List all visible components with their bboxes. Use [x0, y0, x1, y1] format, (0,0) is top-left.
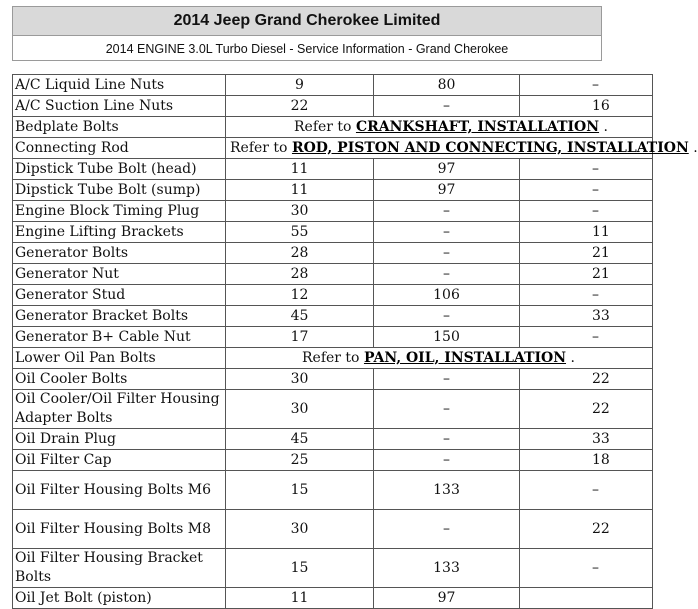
- torque-in-lbs-cell: –: [374, 96, 520, 117]
- torque-nm-cell: 30: [226, 369, 374, 390]
- table-row: [13, 117, 653, 138]
- torque-in-lbs-cell: 80: [374, 75, 520, 96]
- reference-suffix: .: [599, 118, 608, 135]
- torque-ft-lbs-cell: 21: [520, 264, 653, 285]
- table-row: [13, 549, 653, 588]
- component-name-cell: Generator B+ Cable Nut: [13, 327, 226, 348]
- torque-ft-lbs-cell: 22: [520, 510, 653, 549]
- torque-ft-lbs-cell: 33: [520, 429, 653, 450]
- torque-in-lbs-cell: –: [374, 369, 520, 390]
- torque-nm-cell: 12: [226, 285, 374, 306]
- table-row: [13, 222, 653, 243]
- table-row: [13, 429, 653, 450]
- torque-ft-lbs-cell: 21: [520, 243, 653, 264]
- component-name-cell: A/C Liquid Line Nuts: [13, 75, 226, 96]
- torque-nm-cell: 28: [226, 264, 374, 285]
- component-name-cell: A/C Suction Line Nuts: [13, 96, 226, 117]
- page-title: 2014 Jeep Grand Cherokee Limited: [13, 7, 601, 36]
- torque-in-lbs-cell: –: [374, 390, 520, 429]
- component-name-cell: Generator Stud: [13, 285, 226, 306]
- torque-ft-lbs-cell: –: [520, 327, 653, 348]
- reference-prefix: Refer to: [230, 139, 292, 156]
- table-row: [13, 159, 653, 180]
- torque-nm-cell: 15: [226, 471, 374, 510]
- torque-ft-lbs-cell: 33: [520, 306, 653, 327]
- table-row: [13, 96, 653, 117]
- torque-nm-cell: 11: [226, 159, 374, 180]
- torque-nm-cell: 11: [226, 180, 374, 201]
- component-name-cell: Oil Filter Housing Bolts M8: [13, 510, 226, 549]
- torque-ft-lbs-cell: 11: [520, 222, 653, 243]
- torque-nm-cell: 45: [226, 429, 374, 450]
- torque-in-lbs-cell: 133: [374, 471, 520, 510]
- component-name-cell: Engine Block Timing Plug: [13, 201, 226, 222]
- reference-prefix: Refer to: [302, 349, 364, 366]
- table-row: [13, 390, 653, 429]
- component-name-cell: Oil Filter Cap: [13, 450, 226, 471]
- torque-spec-table: [12, 74, 698, 609]
- torque-in-lbs-cell: 133: [374, 549, 520, 588]
- reference-cell: [226, 117, 653, 138]
- torque-ft-lbs-cell: 18: [520, 450, 653, 471]
- torque-nm-cell: 55: [226, 222, 374, 243]
- torque-ft-lbs-cell: 22: [520, 390, 653, 429]
- table-row: [13, 306, 653, 327]
- page-subtitle: 2014 ENGINE 3.0L Turbo Diesel - Service Information - Grand Cherokee: [105, 42, 509, 56]
- torque-ft-lbs-cell: –: [520, 159, 653, 180]
- torque-in-lbs-cell: –: [374, 450, 520, 471]
- document-header: [12, 6, 602, 61]
- torque-nm-cell: 30: [226, 390, 374, 429]
- component-name-cell: Oil Cooler Bolts: [13, 369, 226, 390]
- torque-ft-lbs-cell: –: [520, 201, 653, 222]
- component-name-cell: Oil Drain Plug: [13, 429, 226, 450]
- torque-in-lbs-cell: –: [374, 429, 520, 450]
- table-row: [13, 327, 653, 348]
- torque-in-lbs-cell: –: [374, 510, 520, 549]
- component-name-cell: Bedplate Bolts: [13, 117, 226, 138]
- reference-link[interactable]: ROD, PISTON AND CONNECTING, INSTALLATION: [291, 139, 689, 156]
- torque-nm-cell: 17: [226, 327, 374, 348]
- torque-nm-cell: 25: [226, 450, 374, 471]
- reference-link[interactable]: CRANKSHAFT, INSTALLATION: [355, 118, 600, 135]
- component-name-cell: Dipstick Tube Bolt (head): [13, 159, 226, 180]
- torque-in-lbs-cell: –: [374, 243, 520, 264]
- table-row: [13, 450, 653, 471]
- component-name-cell: Lower Oil Pan Bolts: [13, 348, 226, 369]
- torque-ft-lbs-cell: 22: [520, 369, 653, 390]
- reference-suffix: .: [688, 139, 698, 156]
- torque-in-lbs-cell: –: [374, 201, 520, 222]
- torque-in-lbs-cell: 97: [374, 180, 520, 201]
- table-row: [13, 348, 653, 369]
- table-row: [13, 510, 653, 549]
- reference-prefix: Refer to: [294, 118, 356, 135]
- table-row: [13, 264, 653, 285]
- torque-in-lbs-cell: 150: [374, 327, 520, 348]
- table-row: [13, 180, 653, 201]
- torque-nm-cell: 30: [226, 510, 374, 549]
- torque-nm-cell: 45: [226, 306, 374, 327]
- torque-in-lbs-cell: 97: [374, 159, 520, 180]
- torque-in-lbs-cell: 97: [374, 588, 520, 609]
- table-row: [13, 471, 653, 510]
- torque-nm-cell: 22: [226, 96, 374, 117]
- reference-link[interactable]: PAN, OIL, INSTALLATION: [363, 349, 567, 366]
- torque-nm-cell: 28: [226, 243, 374, 264]
- torque-ft-lbs-cell: [520, 588, 653, 609]
- component-name-cell: Generator Nut: [13, 264, 226, 285]
- torque-ft-lbs-cell: –: [520, 180, 653, 201]
- torque-ft-lbs-cell: –: [520, 549, 653, 588]
- component-name-cell: Oil Filter Housing Bolts M6: [13, 471, 226, 510]
- component-name-cell: Dipstick Tube Bolt (sump): [13, 180, 226, 201]
- component-name-cell: Oil Cooler/Oil Filter Housing Adapter Bolts: [13, 390, 226, 429]
- component-name-cell: Oil Jet Bolt (piston): [13, 588, 226, 609]
- torque-nm-cell: 11: [226, 588, 374, 609]
- torque-ft-lbs-cell: –: [520, 285, 653, 306]
- torque-in-lbs-cell: –: [374, 306, 520, 327]
- table-row: [13, 243, 653, 264]
- torque-in-lbs-cell: 106: [374, 285, 520, 306]
- torque-ft-lbs-cell: 16: [520, 96, 653, 117]
- table-row: [13, 138, 653, 159]
- component-name-cell: Connecting Rod: [13, 138, 226, 159]
- table-row: [13, 369, 653, 390]
- torque-ft-lbs-cell: –: [520, 75, 653, 96]
- reference-cell: [226, 348, 653, 369]
- table-row: [13, 201, 653, 222]
- table-row: [13, 75, 653, 96]
- torque-nm-cell: 15: [226, 549, 374, 588]
- component-name-cell: Generator Bracket Bolts: [13, 306, 226, 327]
- component-name-cell: Generator Bolts: [13, 243, 226, 264]
- table-row: [13, 588, 653, 609]
- torque-spec-table-container: [12, 74, 698, 609]
- torque-in-lbs-cell: –: [374, 222, 520, 243]
- torque-in-lbs-cell: –: [374, 264, 520, 285]
- reference-suffix: .: [566, 349, 575, 366]
- torque-ft-lbs-cell: –: [520, 471, 653, 510]
- reference-cell: [226, 138, 698, 159]
- torque-nm-cell: 30: [226, 201, 374, 222]
- table-row: [13, 285, 653, 306]
- torque-nm-cell: 9: [226, 75, 374, 96]
- component-name-cell: Engine Lifting Brackets: [13, 222, 226, 243]
- component-name-cell: Oil Filter Housing Bracket Bolts: [13, 549, 226, 588]
